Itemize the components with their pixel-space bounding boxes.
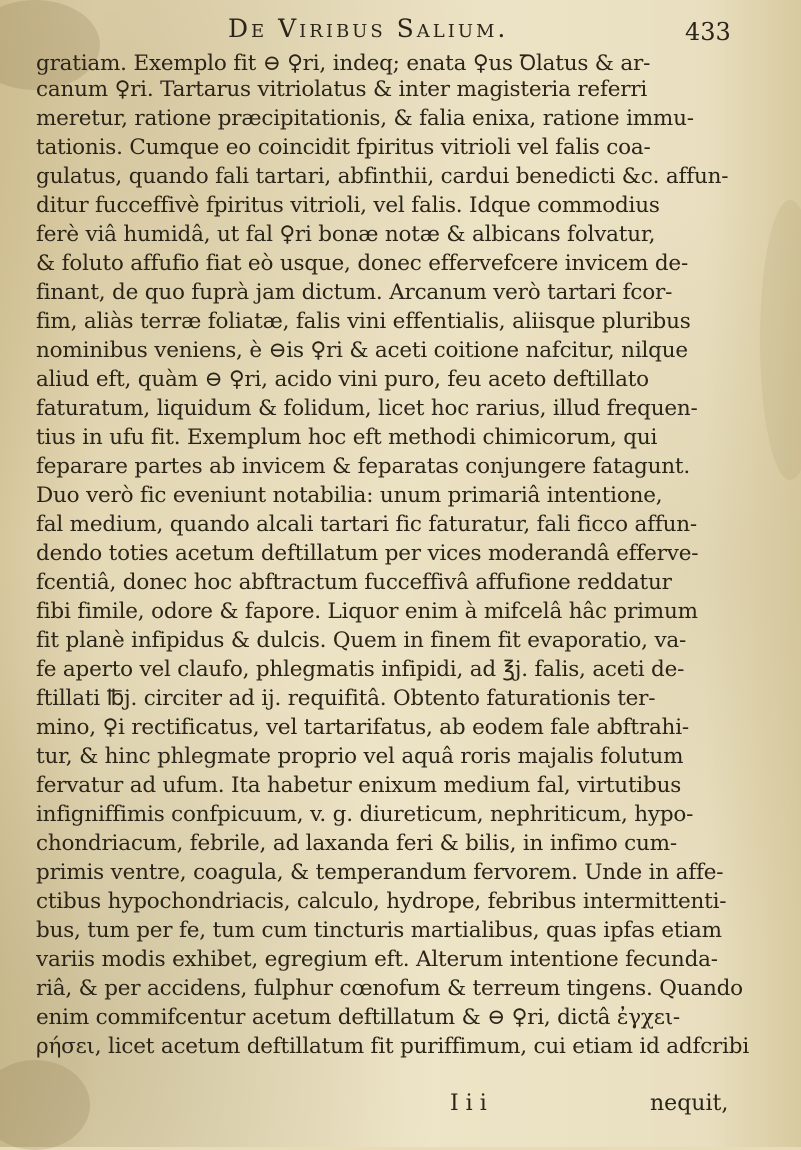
- text-line: fit planè infipidus & dulcis. Quem in finem fit evaporatio, va-: [36, 628, 687, 653]
- text-line: fibi fimile, odore & fapore. Liquor enim à mifcelâ hâc primum: [36, 599, 698, 624]
- text-line: & foluto affufio fiat eò usque, donec effervefcere invicem de-: [36, 251, 689, 276]
- text-line: enim commifcentur acetum deftillatum & ⊖ ♀ri, dictâ ἐγχει-: [36, 1005, 680, 1030]
- text-line: nominibus veniens, è ⊖is ♀ri & aceti coitione nafcitur, nilque: [36, 338, 688, 363]
- text-line: dendo toties acetum deftillatum per vices moderandâ efferve-: [36, 541, 699, 566]
- text-line: feparare partes ab invicem & feparatas conjungere fatagunt.: [36, 454, 690, 479]
- text-line: variis modis exhibet, egregium eft. Alterum intentione fecunda-: [36, 947, 718, 972]
- text-line: canum ♀ri. Tartarus vitriolatus & inter magisteria referri: [36, 77, 648, 102]
- text-line: meretur, ratione præcipitationis, & falia enixa, ratione immu-: [36, 106, 694, 131]
- text-line: fervatur ad ufum. Ita habetur enixum medium fal, virtutibus: [36, 773, 682, 798]
- text-line: primis ventre, coagula, & temperandum fervorem. Unde in affe-: [36, 860, 724, 885]
- text-line: ftillati ℔j. circiter ad ij. requifitâ. Obtento faturationis ter-: [36, 686, 656, 711]
- text-line: ditur fucceffivè fpiritus vitrioli, vel falis. Idque commodius: [36, 193, 660, 218]
- text-line: gulatus, quando fali tartari, abfinthii, cardui benedicti &c. affun-: [36, 164, 729, 189]
- text-line: infigniffimis confpicuum, v. g. diureticum, nephriticum, hypo-: [36, 802, 694, 827]
- text-line: gratiam. Exemplo fit ⊖ ♀ri, indeq; enata ♀us Ꝺlatus & ar-: [36, 51, 651, 76]
- text-line: ferè viâ humidâ, ut fal ♀ri bonæ notæ & albicans folvatur,: [36, 222, 656, 247]
- text-line: fim, aliàs terræ foliatæ, falis vini effentialis, aliisque pluribus: [36, 309, 691, 334]
- text-line: aliud eft, quàm ⊖ ♀ri, acido vini puro, feu aceto deftillato: [36, 367, 649, 392]
- catchword: nequit,: [650, 1091, 729, 1116]
- running-title: De Viribus Salium.: [228, 14, 509, 43]
- page-number: 433: [685, 18, 731, 46]
- text-line: tur, & hinc phlegmate proprio vel aquâ roris majalis folutum: [36, 744, 684, 769]
- text-line: bus, tum per fe, tum cum tincturis martialibus, quas ipfas etiam: [36, 918, 722, 943]
- page-stain: [760, 200, 801, 480]
- text-line: finant, de quo fuprà jam dictum. Arcanum verò tartari fcor-: [36, 280, 673, 305]
- text-line: tius in ufu fit. Exemplum hoc eft methodi chimicorum, qui: [36, 425, 658, 450]
- text-line: mino, ♀i rectificatus, vel tartarifatus, ab eodem fale abftrahi-: [36, 715, 689, 740]
- text-line: riâ, & per accidens, fulphur cœnofum & terreum tingens. Quando: [36, 976, 743, 1001]
- text-line: fal medium, quando alcali tartari fic faturatur, fali ficco affun-: [36, 512, 697, 537]
- signature-mark: I i i: [450, 1091, 487, 1116]
- text-line: tationis. Cumque eo coincidit fpiritus vitrioli vel falis coa-: [36, 135, 651, 160]
- text-line: fe aperto vel claufo, phlegmatis infipidi, ad ℥j. falis, aceti de-: [36, 657, 685, 682]
- page-stain: [0, 1060, 90, 1150]
- text-line: fcentiâ, donec hoc abftractum fucceffivâ affufione reddatur: [36, 570, 672, 595]
- text-line: ρήσει, licet acetum deftillatum fit puriffimum, cui etiam id adfcribi: [36, 1034, 750, 1059]
- text-line: ctibus hypochondriacis, calculo, hydrope, febribus intermittenti-: [36, 889, 727, 914]
- text-line: Duo verò fic eveniunt notabilia: unum primariâ intentione,: [36, 483, 663, 508]
- text-line: chondriacum, febrile, ad laxanda feri & bilis, in infimo cum-: [36, 831, 677, 856]
- text-line: faturatum, liquidum & folidum, licet hoc rarius, illud frequen-: [36, 396, 698, 421]
